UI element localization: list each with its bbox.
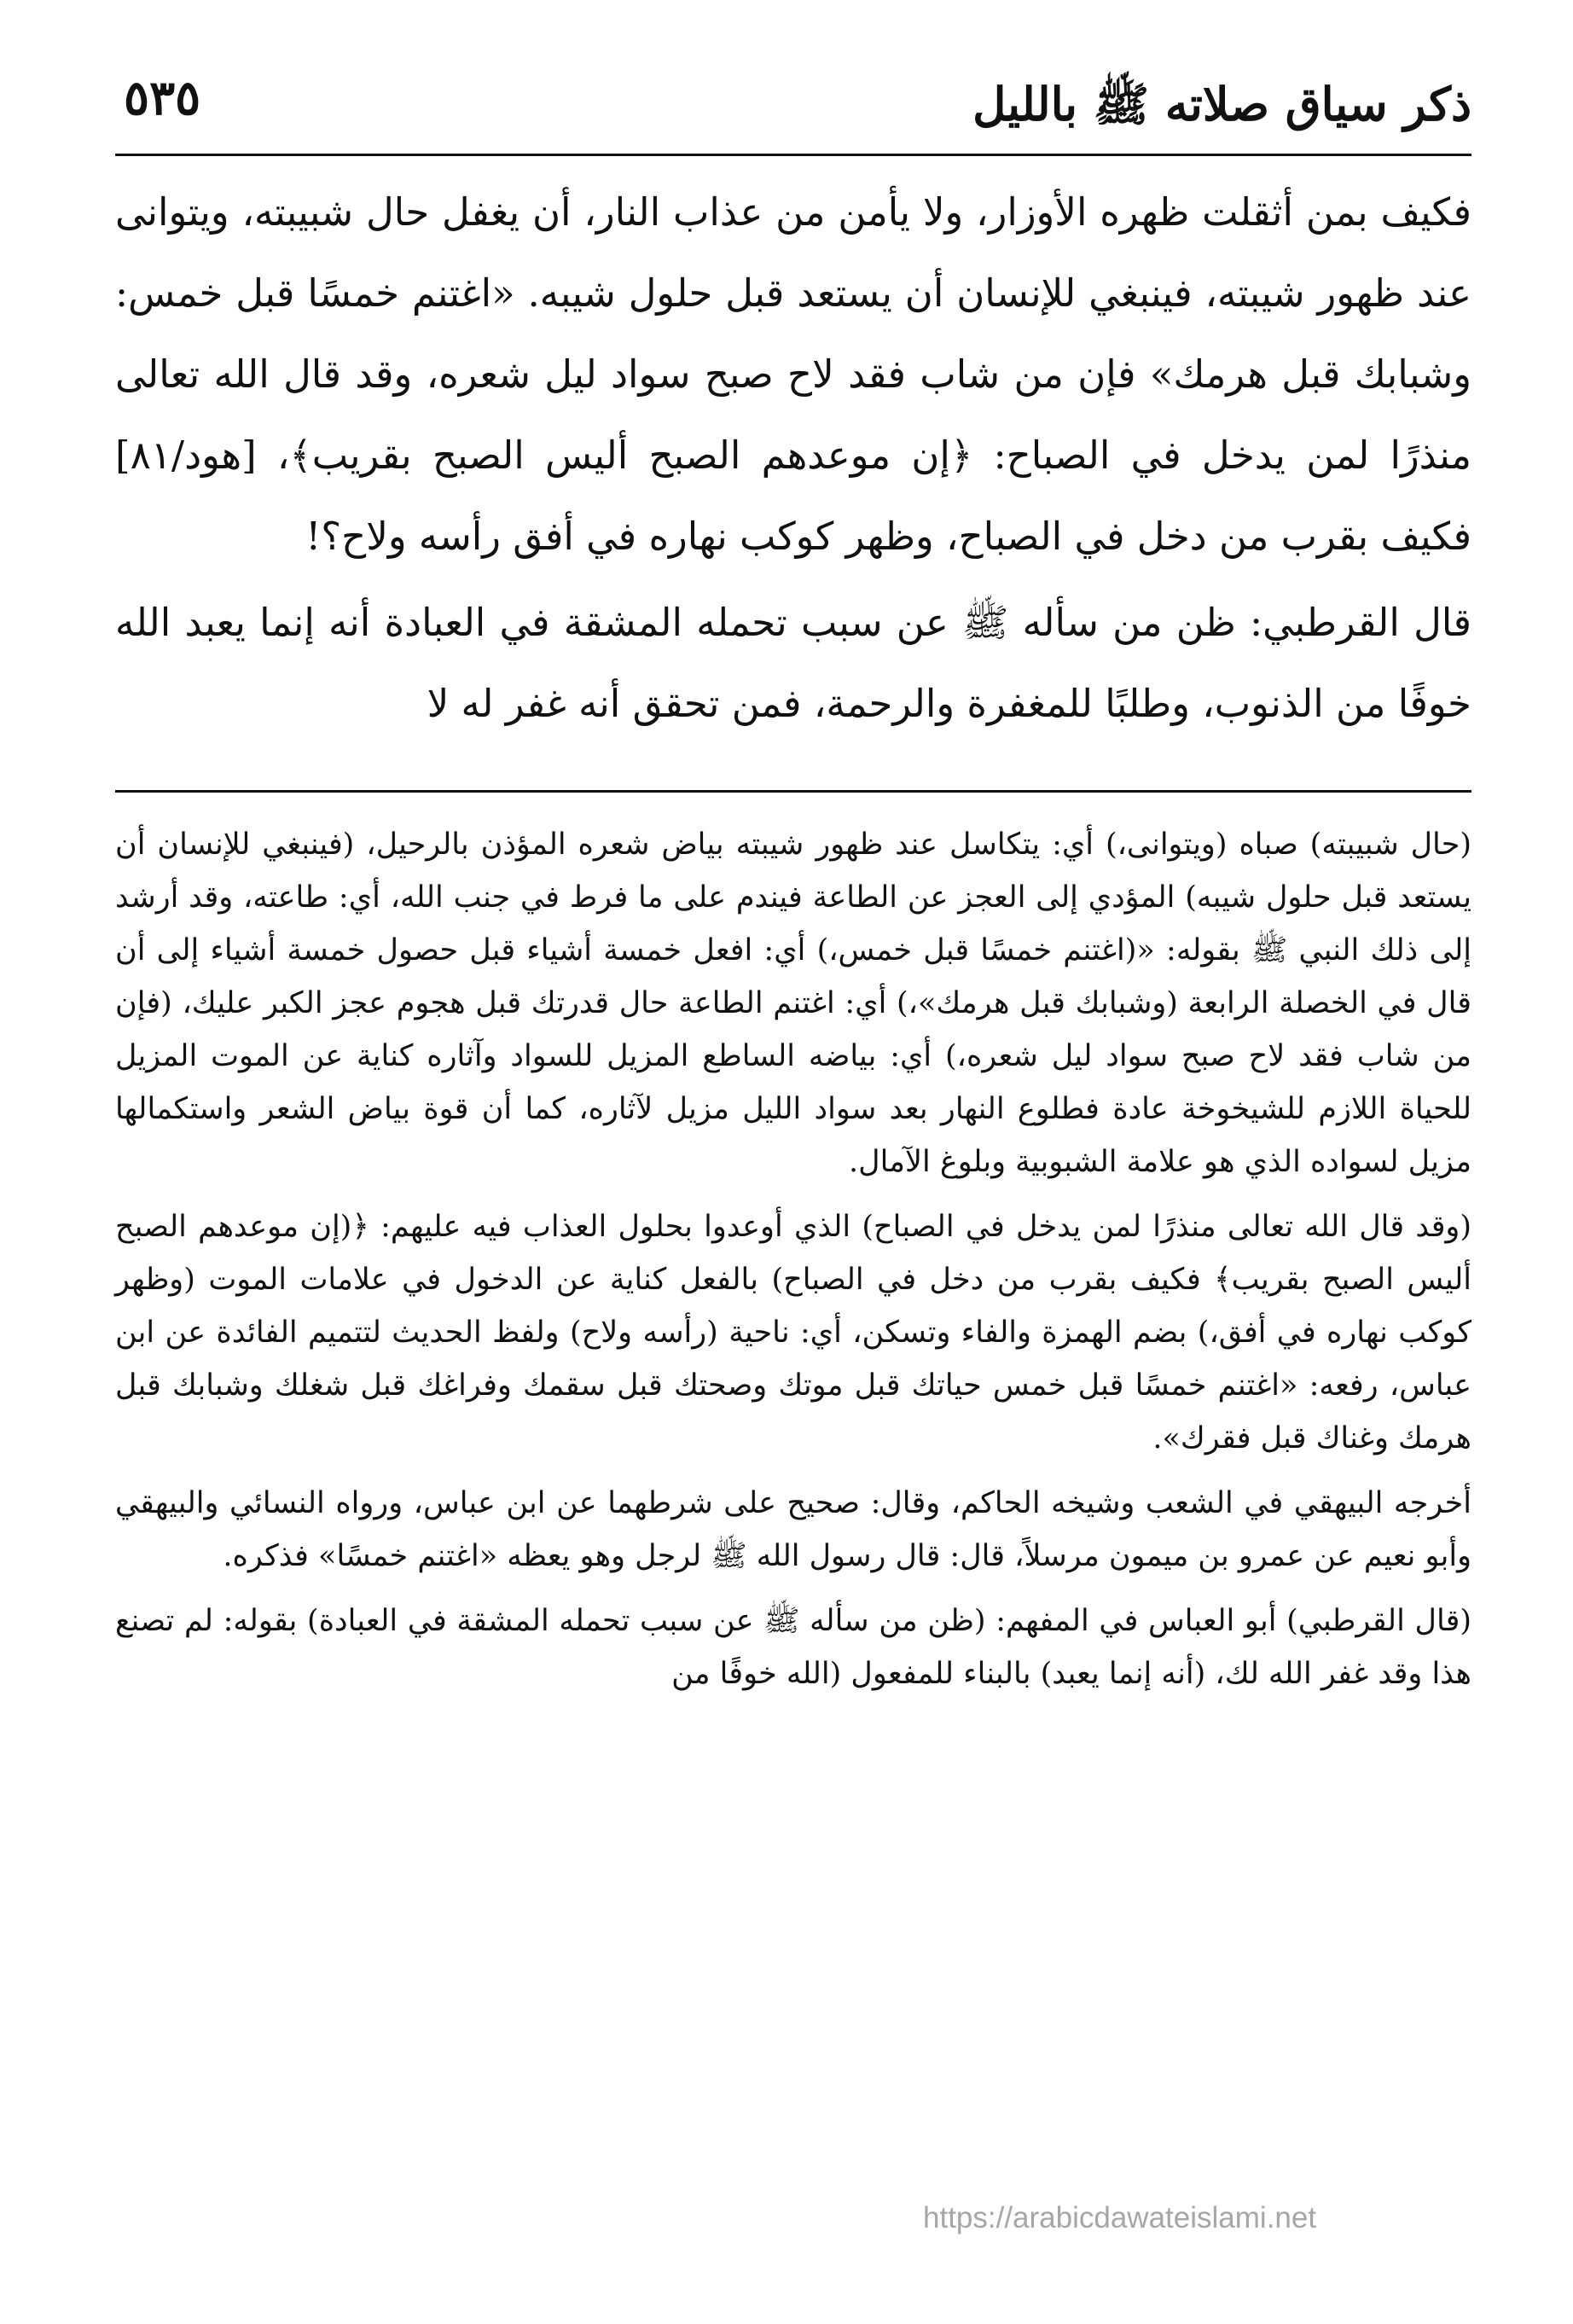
footnote-divider <box>115 790 1471 793</box>
running-title: ذكر سياق صلاته ﷺ بالليل <box>972 77 1471 131</box>
page-number: ٥٣٥ <box>124 70 201 126</box>
main-paragraph: قال القرطبي: ظن من سأله ﷺ عن سبب تحمله المشقة في العبادة أنه إنما يعبد الله خوفًا من الذنوب، وطلبًا للمغفرة والرحمة، فمن تحقق أنه غفر له لا <box>115 600 1471 726</box>
main-text <box>115 171 1471 744</box>
commentary-paragraph: (حال شبيبته) صباه (ويتوانى،) أي: يتكاسل عند ظهور شيبته بياض شعره المؤذن بالرحيل، (فينبغي للإنسان أن يستعد قبل حلول شيبه) المؤدي إلى العجز عن الطاعة فيندم على ما فرط في جنب الله، أي: طاعته، وقد أرشد إلى ذلك النبي ﷺ بقوله: «(اغتنم خمسًا قبل خمس،) أي: افعل خمسة أشياء قبل حصول خمسة أشياء إلى أن قال في الخصلة الرابعة (وشبابك قبل هرمك»،) أي: اغتنم الطاعة حال قدرتك قبل هجوم عجز الكبر عليك، (فإن من شاب فقد لاح صبح سواد ليل شعره،) أي: بياضه الساطع المزيل للسواد وآثاره كناية عن الموت المزيل للحياة اللازم للشيخوخة عادة فطلوع النهار بعد سواد الليل مزيل لآثاره، كما أن قوة بياض الشعر واستكمالها مزيل لسواده الذي هو علامة الشبوبية وبلوغ الآمال. <box>115 828 1471 1179</box>
watermark-url: https://arabicdawateislami.net <box>923 2201 1317 2234</box>
commentary-paragraph: أخرجه البيهقي في الشعب وشيخه الحاكم، وقال: صحيح على شرطهما عن ابن عباس، ورواه النسائي والبيهقي وأبو نعيم عن عمرو بن ميمون مرسلاً، قال: قال رسول الله ﷺ لرجل وهو يعظه «اغتنم خمسًا» فذكره. <box>115 1486 1471 1573</box>
book-page <box>115 60 1471 2278</box>
commentary <box>115 818 1471 1700</box>
commentary-paragraph: (وقد قال الله تعالى منذرًا لمن يدخل في الصباح) الذي أوعدوا بحلول العذاب فيه عليهم: ﴿(إن موعدهم الصبح أليس الصبح بقريب﴾ فكيف بقرب من دخل في الصباح) بالفعل كناية عن الدخول في علامات الموت (وظهر كوكب نهاره في أفق،) بضم الهمزة والفاء وتسكن، أي: ناحية (رأسه ولاح) ولفظ الحديث لتتميم الفائدة عن ابن عباس، رفعه: «اغتنم خمسًا قبل خمس حياتك قبل موتك وصحتك قبل سقمك وفراغك قبل شغلك وشبابك قبل هرمك وغناك قبل فقرك». <box>115 1210 1471 1455</box>
page-header <box>115 60 1471 156</box>
commentary-paragraph: (قال القرطبي) أبو العباس في المفهم: (ظن من سأله ﷺ عن سبب تحمله المشقة في العبادة) بقوله: لم تصنع هذا وقد غفر الله لك، (أنه إنما يعبد) بالبناء للمفعول (الله خوفًا من <box>115 1604 1471 1691</box>
main-paragraph: فكيف بمن أثقلت ظهره الأوزار، ولا يأمن من عذاب النار، أن يغفل حال شبيبته، ويتوانى عند ظهور شيبته، فينبغي للإنسان أن يستعد قبل حلول شيبه. «اغتنم خمسًا قبل خمس: وشبابك قبل هرمك» فإن من شاب فقد لاح صبح سواد ليل شعره، وقد قال الله تعالى منذرًا لمن يدخل في الصباح: ﴿إن موعدهم الصبح أليس الصبح بقريب﴾، [هود/٨١] فكيف بقرب من دخل في الصباح، وظهر كوكب نهاره في أفق رأسه ولاح؟! <box>115 189 1471 559</box>
